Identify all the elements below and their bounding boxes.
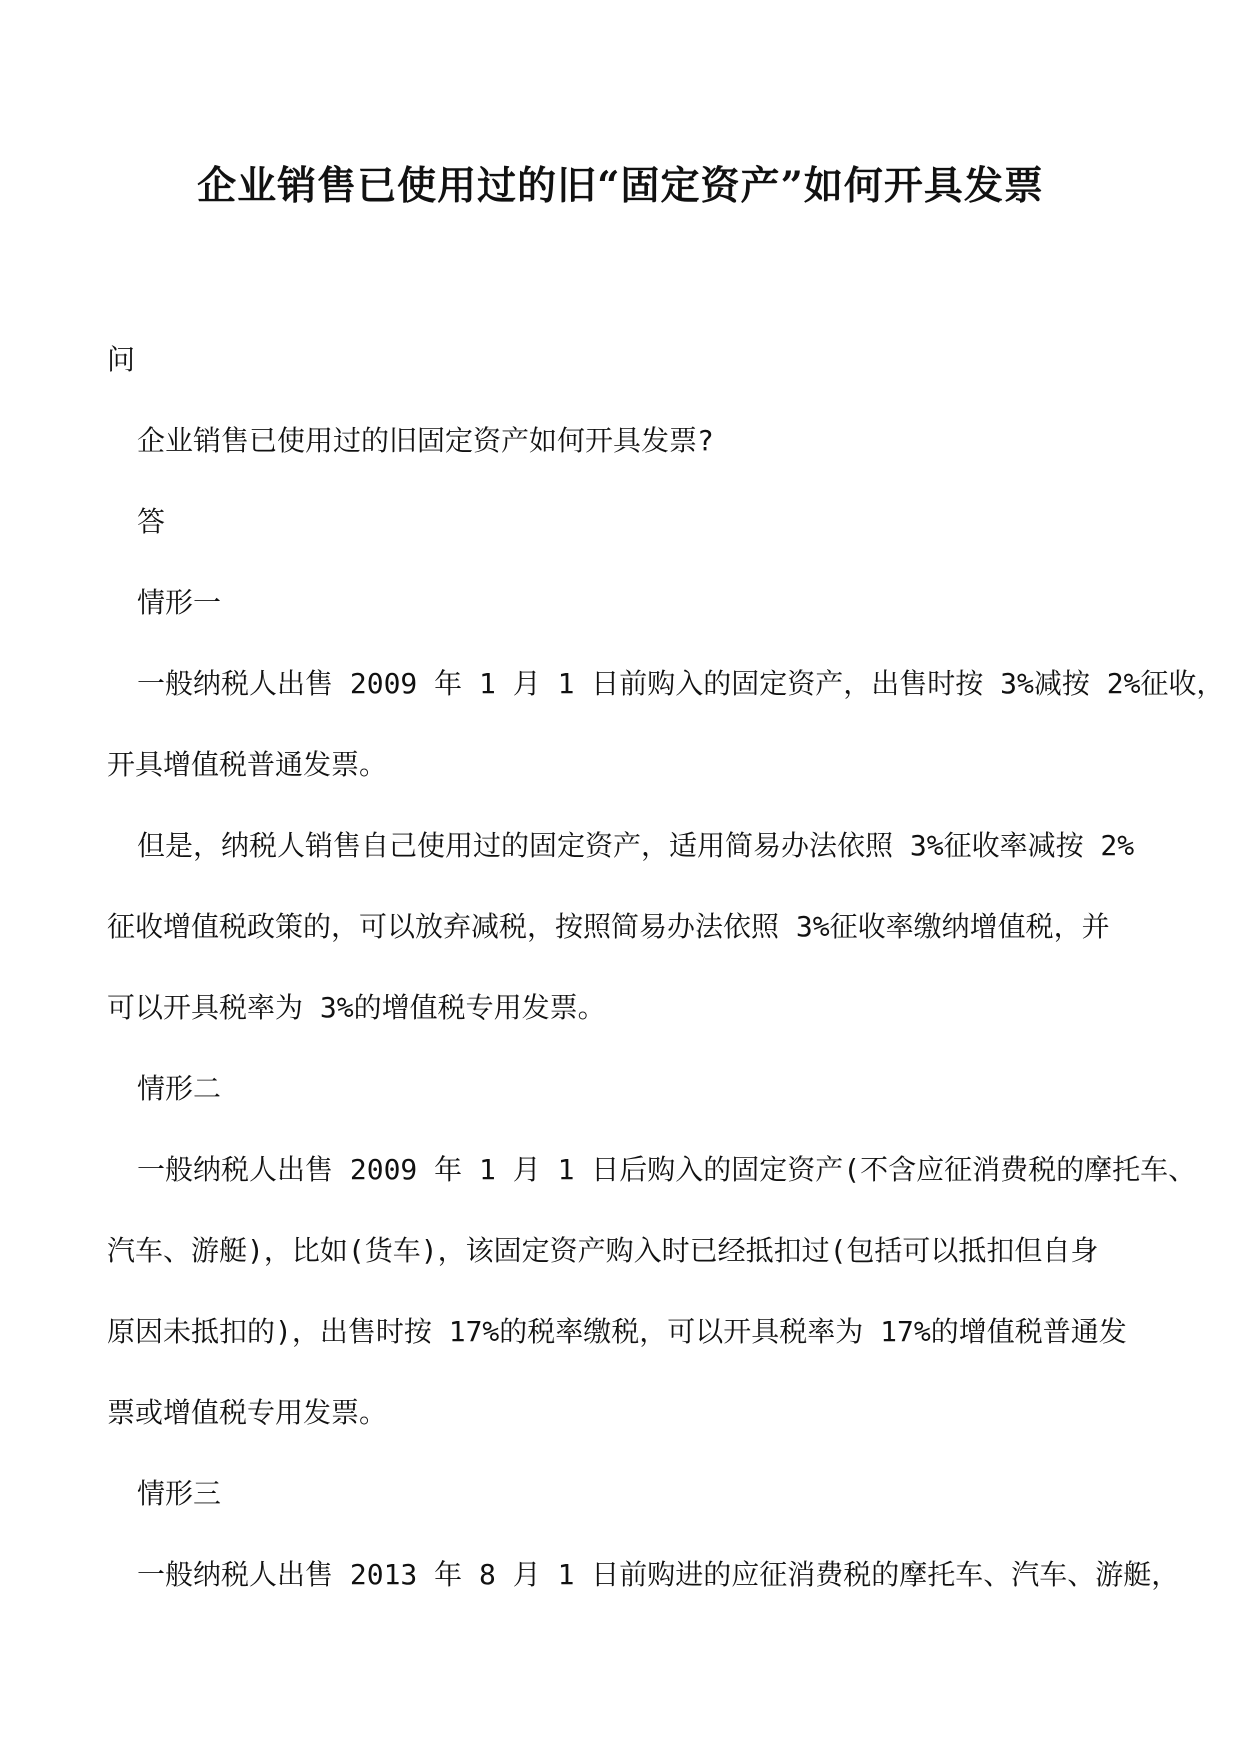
body-line: 开具增值税普通发票。 (107, 748, 388, 781)
body-line: 汽车、游艇)，比如(货车)，该固定资产购入时已经抵扣过(包括可以抵扣但自身 (107, 1234, 1099, 1267)
body-line: 情形一 (137, 586, 222, 619)
document-title: 企业销售已使用过的旧“固定资产”如何开具发票 (197, 163, 1044, 209)
document-body (107, 340, 1225, 1636)
body-line: 可以开具税率为 3%的增值税专用发票。 (107, 991, 606, 1024)
body-line: 征收增值税政策的，可以放弃减税，按照简易办法依照 3%征收率缴纳增值税，并 (107, 910, 1110, 943)
body-line: 一般纳税人出售 2009 年 1 月 1 日后购入的固定资产(不含应征消费税的摩托车、 (137, 1153, 1197, 1186)
body-line: 情形三 (137, 1477, 222, 1510)
body-line: 一般纳税人出售 2013 年 8 月 1 日前购进的应征消费税的摩托车、汽车、游艇， (137, 1558, 1180, 1591)
body-line: 原因未抵扣的)，出售时按 17%的税率缴税，可以开具税率为 17%的增值税普通发 (107, 1315, 1127, 1348)
body-line: 但是，纳税人销售自己使用过的固定资产，适用简易办法依照 3%征收率减按 2% (137, 829, 1135, 862)
body-line: 票或增值税专用发票。 (107, 1396, 388, 1429)
body-line: 问 (107, 343, 136, 376)
body-line: 一般纳税人出售 2009 年 1 月 1 日前购入的固定资产，出售时按 3%减按 2%征收， (137, 667, 1225, 700)
body-line: 答 (137, 505, 166, 538)
body-line: 企业销售已使用过的旧固定资产如何开具发票? (137, 424, 714, 457)
body-line: 情形二 (137, 1072, 222, 1105)
